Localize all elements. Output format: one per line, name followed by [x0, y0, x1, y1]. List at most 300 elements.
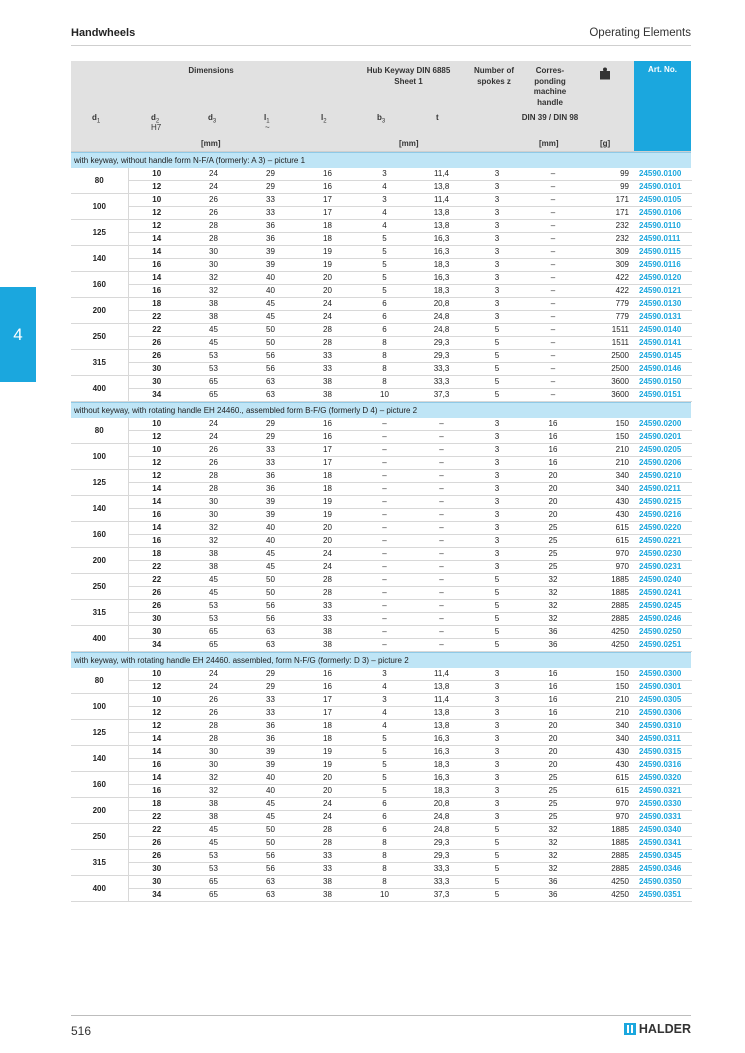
table-cell: 16	[524, 668, 582, 681]
table-cell: 38	[185, 548, 242, 561]
table-row	[71, 194, 692, 207]
table-cell: 24	[185, 668, 242, 681]
article-number-link[interactable]: 24590.0350	[635, 876, 692, 889]
table-cell: 50	[242, 587, 299, 600]
table-cell: 20	[524, 733, 582, 746]
table-cell: 63	[242, 376, 299, 389]
cell-d2: 12	[128, 681, 185, 694]
cell-d1: 250	[71, 574, 128, 600]
table-cell: 5	[470, 363, 524, 376]
cell-d2: 12	[128, 207, 185, 220]
table-cell: 24	[299, 548, 356, 561]
table-row	[71, 694, 692, 707]
table-cell: 3	[470, 785, 524, 798]
table-cell: 36	[524, 626, 582, 639]
cell-d2: 18	[128, 298, 185, 311]
table-cell: –	[413, 483, 470, 496]
table-cell: 30	[185, 746, 242, 759]
table-cell: 29,3	[413, 850, 470, 863]
dimensions-heading: Dimensions	[188, 66, 234, 75]
table-cell: 16,3	[413, 272, 470, 285]
table-cell: 16,3	[413, 233, 470, 246]
table-cell: 11,4	[413, 694, 470, 707]
article-number-link[interactable]: 24590.0315	[635, 746, 692, 759]
symbol-l1: $l_1$	[264, 113, 270, 125]
cell-d1: 160	[71, 272, 128, 298]
article-number-link[interactable]: 24590.0111	[635, 233, 692, 246]
table-cell: 33	[242, 694, 299, 707]
article-number-link[interactable]: 24590.0340	[635, 824, 692, 837]
table-cell: –	[524, 194, 582, 207]
table-cell: 16,3	[413, 733, 470, 746]
article-number-link[interactable]: 24590.0301	[635, 681, 692, 694]
article-number-link[interactable]: 24590.0101	[635, 181, 692, 194]
table-cell: 19	[299, 759, 356, 772]
table-row	[71, 600, 692, 613]
table-cell: 33,3	[413, 363, 470, 376]
table-row	[71, 363, 692, 376]
table-cell: 3	[470, 811, 524, 824]
article-number-link[interactable]: 24590.0241	[635, 587, 692, 600]
article-number-link[interactable]: 24590.0131	[635, 311, 692, 324]
cell-weight: 615	[582, 772, 635, 785]
cell-weight: 150	[582, 431, 635, 444]
table-cell: 29,3	[413, 350, 470, 363]
table-cell: 30	[185, 759, 242, 772]
table-cell: 29	[242, 168, 299, 181]
table-cell: 3	[470, 522, 524, 535]
table-cell: 13,8	[413, 707, 470, 720]
table-cell: 4	[356, 181, 413, 194]
article-number-link[interactable]: 24590.0231	[635, 561, 692, 574]
article-number-link[interactable]: 24590.0230	[635, 548, 692, 561]
table-cell: 65	[185, 389, 242, 402]
article-number-link[interactable]: 24590.0145	[635, 350, 692, 363]
article-number-link[interactable]: 24590.0331	[635, 811, 692, 824]
table-cell: 28	[185, 720, 242, 733]
table-cell: 38	[299, 876, 356, 889]
table-cell: 32	[185, 522, 242, 535]
table-cell: 5	[470, 613, 524, 626]
table-cell: 5	[356, 733, 413, 746]
article-number-link[interactable]: 24590.0121	[635, 285, 692, 298]
table-cell: 5	[470, 389, 524, 402]
article-number-link[interactable]: 24590.0351	[635, 889, 692, 902]
table-cell: 11,4	[413, 168, 470, 181]
table-cell: –	[524, 259, 582, 272]
cell-d1: 125	[71, 470, 128, 496]
table-cell: 32	[524, 613, 582, 626]
cell-weight: 1511	[582, 337, 635, 350]
table-cell: –	[356, 496, 413, 509]
table-row	[71, 418, 692, 431]
header-divider	[71, 45, 691, 46]
table-cell: 16	[299, 681, 356, 694]
article-number-link[interactable]: 24590.0106	[635, 207, 692, 220]
table-cell: 39	[242, 496, 299, 509]
table-cell: 33	[242, 707, 299, 720]
cell-d1: 200	[71, 548, 128, 574]
cell-weight: 4250	[582, 639, 635, 652]
cell-d2: 14	[128, 483, 185, 496]
table-cell: –	[356, 522, 413, 535]
cell-weight: 340	[582, 483, 635, 496]
table-cell: 38	[185, 298, 242, 311]
cell-d2: 14	[128, 772, 185, 785]
cell-d1: 400	[71, 626, 128, 652]
chapter-tab[interactable]: 4	[0, 287, 36, 382]
article-number-link[interactable]: 24590.0201	[635, 431, 692, 444]
table-cell: 56	[242, 363, 299, 376]
cell-weight: 1885	[582, 824, 635, 837]
table-cell: 3	[470, 285, 524, 298]
cell-weight: 1885	[582, 587, 635, 600]
table-cell: 17	[299, 694, 356, 707]
table-cell: 20	[299, 535, 356, 548]
table-row	[71, 522, 692, 535]
cell-d1: 315	[71, 600, 128, 626]
table-cell: 3	[470, 220, 524, 233]
table-cell: 26	[185, 444, 242, 457]
table-cell: 50	[242, 337, 299, 350]
table-cell: 32	[524, 850, 582, 863]
table-row	[71, 324, 692, 337]
cell-d1: 315	[71, 850, 128, 876]
article-number-link[interactable]: 24590.0311	[635, 733, 692, 746]
table-cell: 33	[299, 363, 356, 376]
table-cell: 28	[299, 574, 356, 587]
table-cell: 28	[299, 837, 356, 850]
table-cell: 53	[185, 350, 242, 363]
table-cell: –	[356, 470, 413, 483]
table-cell: 56	[242, 613, 299, 626]
table-cell: –	[524, 376, 582, 389]
cell-d2: 30	[128, 863, 185, 876]
article-number-link[interactable]: 24590.0316	[635, 759, 692, 772]
cell-d2: 34	[128, 639, 185, 652]
cell-weight: 2500	[582, 363, 635, 376]
table-cell: –	[524, 298, 582, 311]
cell-weight: 340	[582, 733, 635, 746]
article-number-link[interactable]: 24590.0321	[635, 785, 692, 798]
table-cell: 53	[185, 600, 242, 613]
article-number-link[interactable]: 24590.0100	[635, 168, 692, 181]
table-cell: 53	[185, 850, 242, 863]
cell-d2: 14	[128, 246, 185, 259]
table-cell: 25	[524, 535, 582, 548]
cell-weight: 430	[582, 759, 635, 772]
table-cell: 11,4	[413, 668, 470, 681]
table-cell: 37,3	[413, 389, 470, 402]
table-cell: 5	[470, 876, 524, 889]
unit-mm: [mm]	[399, 139, 419, 148]
table-cell: 19	[299, 509, 356, 522]
table-cell: 40	[242, 285, 299, 298]
article-number-link[interactable]: 24590.0246	[635, 613, 692, 626]
table-cell: 3	[470, 496, 524, 509]
article-number-link[interactable]: 24590.0205	[635, 444, 692, 457]
table-cell: 5	[356, 246, 413, 259]
cell-d2: 14	[128, 496, 185, 509]
table-cell: –	[356, 418, 413, 431]
article-number-link[interactable]: 24590.0216	[635, 509, 692, 522]
table-cell: 33	[299, 350, 356, 363]
cell-weight: 615	[582, 522, 635, 535]
table-cell: 33	[242, 444, 299, 457]
table-cell: 8	[356, 837, 413, 850]
cell-d2: 14	[128, 733, 185, 746]
table-cell: 39	[242, 746, 299, 759]
cell-weight: 309	[582, 259, 635, 272]
table-cell: 20	[524, 509, 582, 522]
table-row	[71, 837, 692, 850]
cell-d2: 14	[128, 272, 185, 285]
table-cell: 25	[524, 522, 582, 535]
cell-weight: 970	[582, 561, 635, 574]
table-row	[71, 626, 692, 639]
cell-d2: 26	[128, 837, 185, 850]
article-number-link[interactable]: 24590.0105	[635, 194, 692, 207]
cell-d1: 80	[71, 668, 128, 694]
table-cell: 24	[299, 561, 356, 574]
table-cell: 30	[185, 259, 242, 272]
article-number-link[interactable]: 24590.0210	[635, 470, 692, 483]
table-cell: 8	[356, 850, 413, 863]
table-row	[71, 720, 692, 733]
table-cell: 20,8	[413, 298, 470, 311]
table-cell: 8	[356, 337, 413, 350]
article-number-link[interactable]: 24590.0251	[635, 639, 692, 652]
table-cell: 18	[299, 720, 356, 733]
article-number-link[interactable]: 24590.0215	[635, 496, 692, 509]
table-cell: 24	[299, 811, 356, 824]
cell-weight: 150	[582, 418, 635, 431]
article-number-link[interactable]: 24590.0240	[635, 574, 692, 587]
article-number-link[interactable]: 24590.0346	[635, 863, 692, 876]
cell-d2: 10	[128, 444, 185, 457]
article-number-link[interactable]: 24590.0220	[635, 522, 692, 535]
table-cell: 24	[185, 181, 242, 194]
table-row	[71, 259, 692, 272]
table-cell: 53	[185, 363, 242, 376]
article-number-link[interactable]: 24590.0305	[635, 694, 692, 707]
table-cell: 32	[185, 785, 242, 798]
table-cell: –	[413, 587, 470, 600]
article-number-link[interactable]: 24590.0146	[635, 363, 692, 376]
article-number-link[interactable]: 24590.0110	[635, 220, 692, 233]
table-cell: –	[524, 207, 582, 220]
table-cell: 8	[356, 350, 413, 363]
table-cell: 28	[299, 587, 356, 600]
table-row	[71, 876, 692, 889]
table-cell: 3	[356, 168, 413, 181]
article-number-link[interactable]: 24590.0341	[635, 837, 692, 850]
data-table	[71, 168, 692, 402]
cell-d1: 125	[71, 220, 128, 246]
article-number-link[interactable]: 24590.0250	[635, 626, 692, 639]
table-cell: –	[524, 389, 582, 402]
table-cell: 3	[470, 259, 524, 272]
table-cell: 8	[356, 363, 413, 376]
article-number-link[interactable]: 24590.0211	[635, 483, 692, 496]
article-number-link[interactable]: 24590.0150	[635, 376, 692, 389]
table-cell: –	[524, 272, 582, 285]
section-title: with keyway, with rotating handle EH 24460. assembled, form N-F/G (formerly: D 3) – picture 2	[71, 652, 691, 668]
table-cell: 16	[299, 418, 356, 431]
table-cell: 16	[524, 418, 582, 431]
article-number-link[interactable]: 24590.0200	[635, 418, 692, 431]
table-cell: –	[356, 431, 413, 444]
article-number-link[interactable]: 24590.0206	[635, 457, 692, 470]
handwheel-table	[71, 61, 691, 902]
article-number-link[interactable]: 24590.0300	[635, 668, 692, 681]
cell-weight: 150	[582, 668, 635, 681]
table-cell: 8	[356, 863, 413, 876]
table-row	[71, 668, 692, 681]
table-cell: 16	[524, 431, 582, 444]
article-number-link[interactable]: 24590.0310	[635, 720, 692, 733]
cell-d1: 80	[71, 418, 128, 444]
article-number-link[interactable]: 24590.0116	[635, 259, 692, 272]
table-cell: 39	[242, 509, 299, 522]
table-cell: –	[524, 168, 582, 181]
table-cell: 3	[470, 561, 524, 574]
cell-d1: 100	[71, 194, 128, 220]
cell-d2: 26	[128, 350, 185, 363]
table-cell: 6	[356, 298, 413, 311]
table-cell: 65	[185, 639, 242, 652]
table-cell: 16	[299, 431, 356, 444]
halder-logo-icon	[624, 1023, 636, 1035]
article-number-link[interactable]: 24590.0306	[635, 707, 692, 720]
symbol-l2: $l_2$	[321, 113, 327, 125]
table-cell: –	[413, 600, 470, 613]
article-number-link[interactable]: 24590.0141	[635, 337, 692, 350]
article-number-link[interactable]: 24590.0330	[635, 798, 692, 811]
cell-weight: 615	[582, 785, 635, 798]
table-cell: 24,8	[413, 824, 470, 837]
table-cell: 3	[470, 798, 524, 811]
table-cell: 3	[470, 207, 524, 220]
table-row	[71, 746, 692, 759]
article-number-link[interactable]: 24590.0115	[635, 246, 692, 259]
table-cell: –	[356, 587, 413, 600]
cell-weight: 422	[582, 272, 635, 285]
table-cell: 3	[470, 535, 524, 548]
table-cell: 19	[299, 259, 356, 272]
table-cell: 45	[185, 587, 242, 600]
table-cell: –	[356, 548, 413, 561]
table-row	[71, 733, 692, 746]
table-cell: 26	[185, 194, 242, 207]
article-number-link[interactable]: 24590.0320	[635, 772, 692, 785]
table-row	[71, 639, 692, 652]
table-row	[71, 337, 692, 350]
cell-d1: 140	[71, 746, 128, 772]
table-cell: 5	[470, 574, 524, 587]
table-row	[71, 298, 692, 311]
table-cell: 16	[524, 694, 582, 707]
table-cell: 45	[185, 824, 242, 837]
art-no-heading: Art. No.	[634, 61, 691, 151]
cell-d2: 22	[128, 311, 185, 324]
cell-d2: 10	[128, 418, 185, 431]
cell-d1: 160	[71, 522, 128, 548]
table-cell: –	[356, 600, 413, 613]
cell-d2: 30	[128, 613, 185, 626]
article-number-link[interactable]: 24590.0120	[635, 272, 692, 285]
table-cell: 40	[242, 785, 299, 798]
table-row	[71, 707, 692, 720]
symbol-b3: $b_3$	[377, 113, 386, 125]
table-cell: 38	[299, 889, 356, 902]
article-number-link[interactable]: 24590.0140	[635, 324, 692, 337]
cell-d2: 16	[128, 785, 185, 798]
table-cell: 26	[185, 207, 242, 220]
cell-weight: 2885	[582, 613, 635, 626]
table-cell: 3	[470, 311, 524, 324]
table-cell: –	[524, 350, 582, 363]
cell-d2: 10	[128, 194, 185, 207]
table-header	[71, 61, 691, 152]
article-number-link[interactable]: 24590.0245	[635, 600, 692, 613]
cell-weight: 422	[582, 285, 635, 298]
unit-g: [g]	[600, 139, 611, 148]
cell-d2: 34	[128, 389, 185, 402]
spokes-heading: Number of spokes z	[474, 66, 514, 86]
table-cell: 45	[185, 337, 242, 350]
table-cell: 16	[524, 707, 582, 720]
table-cell: –	[356, 574, 413, 587]
cell-weight: 1885	[582, 837, 635, 850]
table-row	[71, 376, 692, 389]
table-cell: –	[413, 496, 470, 509]
table-cell: 25	[524, 772, 582, 785]
table-cell: 3	[470, 694, 524, 707]
cell-weight: 2885	[582, 850, 635, 863]
table-row	[71, 207, 692, 220]
table-cell: 33	[242, 207, 299, 220]
table-cell: 29	[242, 181, 299, 194]
symbol-d2: $d_2$	[151, 113, 160, 125]
table-cell: 32	[524, 824, 582, 837]
table-cell: 3	[470, 298, 524, 311]
table-cell: 39	[242, 759, 299, 772]
table-cell: 20	[524, 720, 582, 733]
article-number-link[interactable]: 24590.0221	[635, 535, 692, 548]
table-cell: 32	[185, 272, 242, 285]
table-cell: 3	[470, 733, 524, 746]
article-number-link[interactable]: 24590.0130	[635, 298, 692, 311]
table-cell: 6	[356, 798, 413, 811]
article-number-link[interactable]: 24590.0345	[635, 850, 692, 863]
page-number: 516	[71, 1024, 92, 1038]
cell-d2: 22	[128, 561, 185, 574]
table-cell: 29	[242, 668, 299, 681]
article-number-link[interactable]: 24590.0151	[635, 389, 692, 402]
table-cell: 3	[470, 668, 524, 681]
table-cell: 32	[524, 600, 582, 613]
table-cell: 11,4	[413, 194, 470, 207]
cell-weight: 1511	[582, 324, 635, 337]
table-cell: 65	[185, 626, 242, 639]
table-cell: 50	[242, 824, 299, 837]
table-cell: 36	[524, 889, 582, 902]
table-cell: 45	[242, 798, 299, 811]
table-row	[71, 548, 692, 561]
table-cell: 5	[470, 376, 524, 389]
table-row	[71, 561, 692, 574]
